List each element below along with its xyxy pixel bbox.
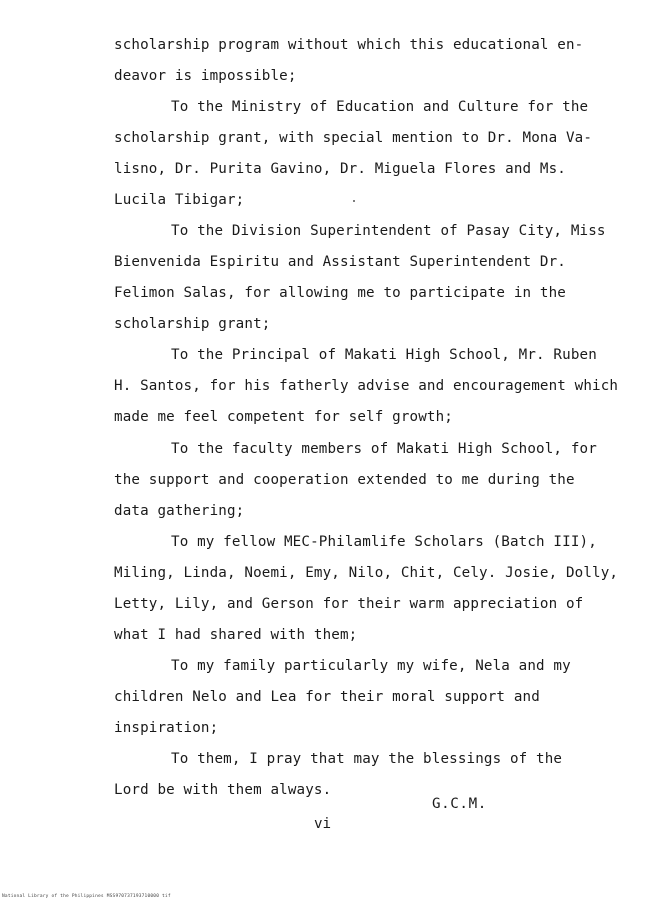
text-line: children Nelo and Lea for their moral support and (114, 689, 540, 705)
text-line: scholarship grant; (114, 316, 271, 332)
text-line: made me feel competent for self growth; (114, 409, 453, 425)
text-line: Felimon Salas, for allowing me to participate in the (114, 285, 566, 301)
scan-speck (353, 200, 355, 202)
text-line: deavor is impossible; (114, 68, 297, 84)
text-line: To the faculty members of Makati High School, for (171, 441, 597, 457)
text-line: To my family particularly my wife, Nela and my (171, 658, 571, 674)
text-line: To the Ministry of Education and Culture for the (171, 99, 589, 115)
text-line: scholarship program without which this educational en- (114, 37, 584, 53)
text-line: data gathering; (114, 503, 245, 519)
text-line: To the Division Superintendent of Pasay City, Miss (171, 223, 606, 239)
archive-footer-stamp: National Library of the Philippines MSS970737193710000 tif (2, 894, 171, 899)
text-line: Bienvenida Espiritu and Assistant Superintendent Dr. (114, 254, 566, 270)
text-line: the support and cooperation extended to me during the (114, 472, 575, 488)
signature-initials: G.C.M. (432, 796, 487, 812)
text-line: Miling, Linda, Noemi, Emy, Nilo, Chit, Cely. Josie, Dolly, (114, 565, 619, 581)
text-line: To them, I pray that may the blessings of the (171, 751, 563, 767)
text-line: scholarship grant, with special mention to Dr. Mona Va- (114, 130, 593, 146)
text-line: inspiration; (114, 720, 219, 736)
text-line: Lord be with them always. (114, 782, 332, 798)
text-line: Lucila Tibigar; (114, 192, 245, 208)
text-line: H. Santos, for his fatherly advise and encouragement which (114, 378, 619, 394)
text-line: lisno, Dr. Purita Gavino, Dr. Miguela Flores and Ms. (114, 161, 566, 177)
text-line: Letty, Lily, and Gerson for their warm appreciation of (114, 596, 584, 612)
text-line: To the Principal of Makati High School, Mr. Ruben (171, 347, 597, 363)
text-line: To my fellow MEC-Philamlife Scholars (Batch III), (171, 534, 597, 550)
page-number: vi (314, 816, 332, 832)
text-line: what I had shared with them; (114, 627, 358, 643)
